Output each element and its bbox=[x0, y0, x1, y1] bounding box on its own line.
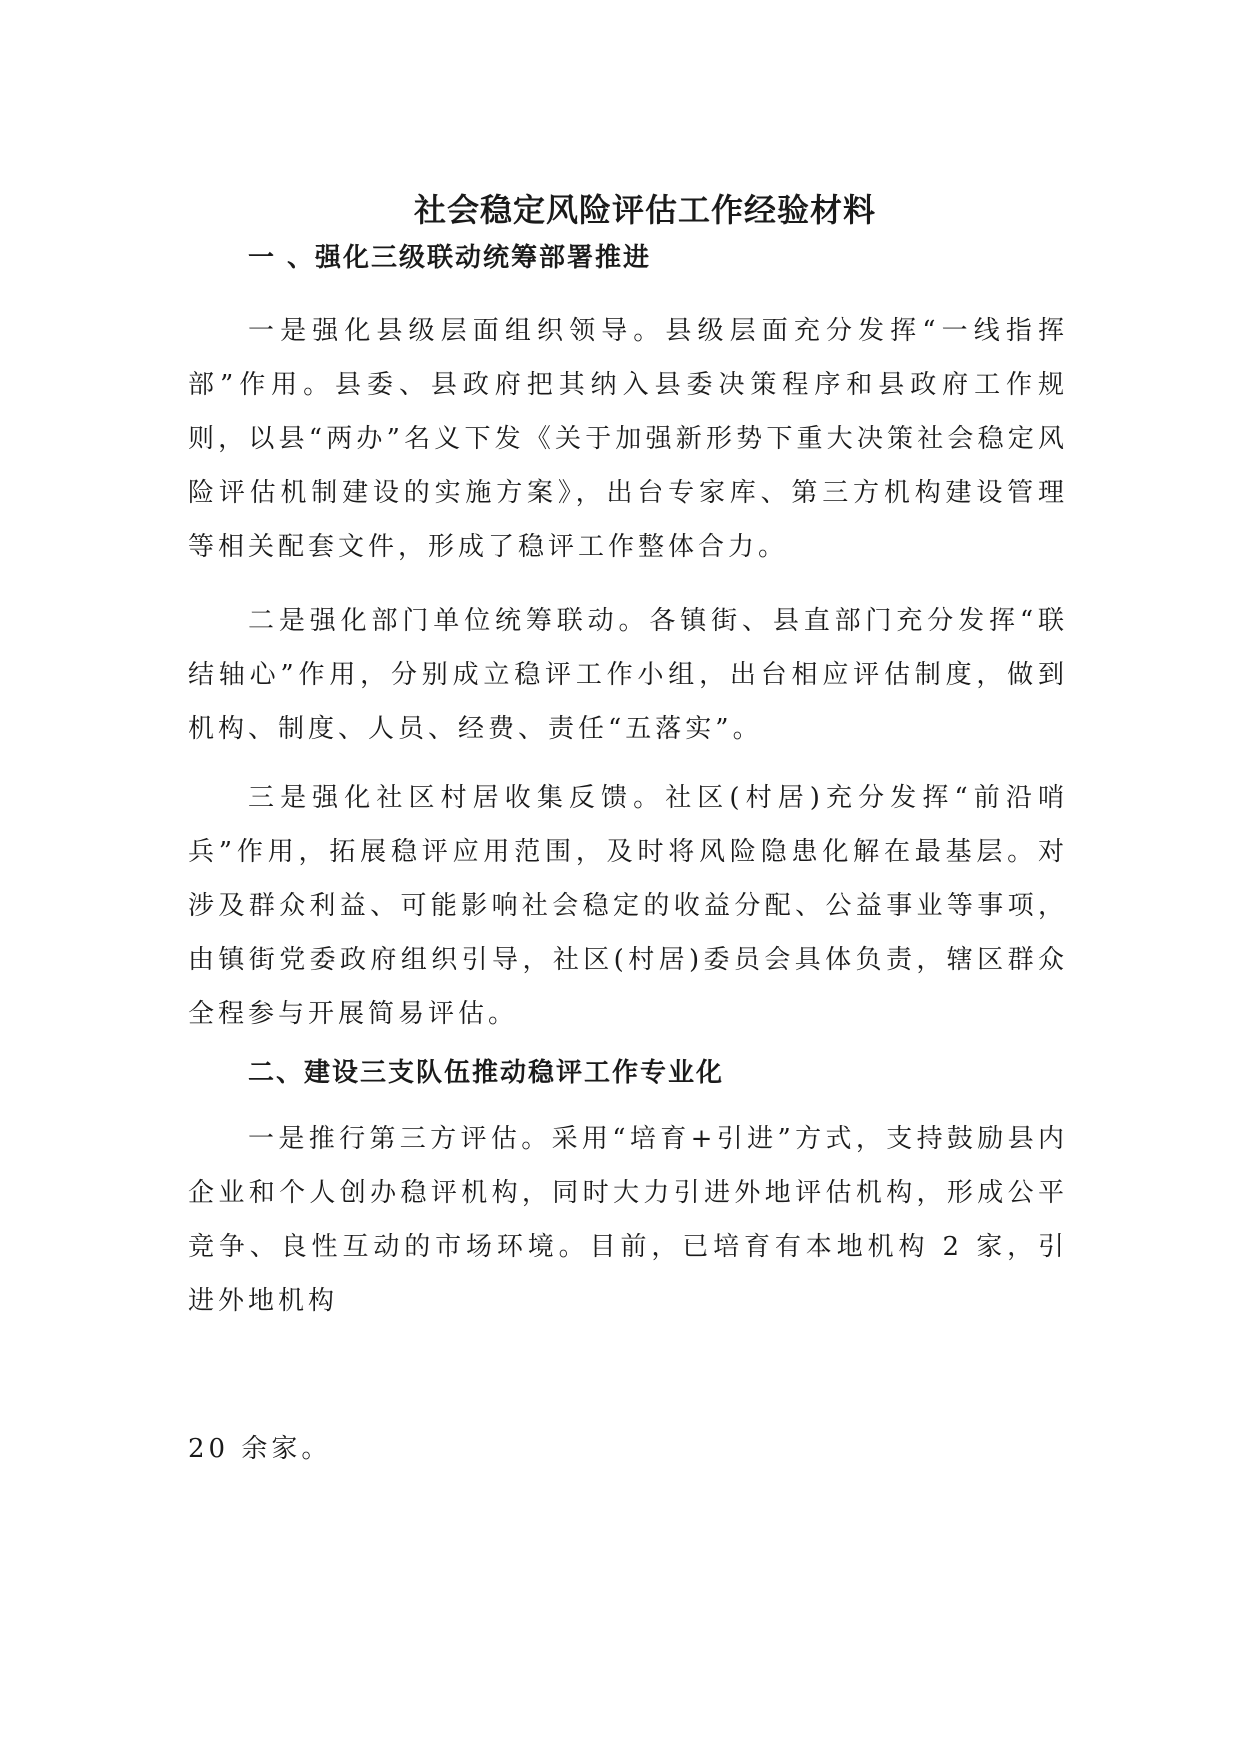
paragraph-1: 一是强化县级层面组织领导。县级层面充分发挥“一线指挥部”作用。县委、县政府把其纳入县委决策程序和县政府工作规则，以县“两办”名义下发《关于加强新形势下重大决策社会稳定风险评估机制建设的实施方案》，出台专家库、第三方机构建设管理等相关配套文件，形成了稳评工作整体合力。 bbox=[188, 316, 1068, 562]
paragraph-continuation: 20 余家。 bbox=[188, 1434, 332, 1464]
document-title: 社会稳定风险评估工作经验材料 bbox=[413, 191, 876, 229]
paragraph-2: 二是强化部门单位统筹联动。各镇街、县直部门充分发挥“联结轴心”作用，分别成立稳评工作小组，出台相应评估制度，做到机构、制度、人员、经费、责任“五落实”。 bbox=[188, 606, 1068, 744]
section-heading-1: 一 、强化三级联动统筹部署推进 bbox=[248, 243, 652, 273]
paragraph-4: 一是推行第三方评估。采用“培育+引进”方式，支持鼓励县内企业和个人创办稳评机构，同时大力引进外地评估机构，形成公平竞争、良性互动的市场环境。目前，已培育有本地机构 2 家，引进外地机构 bbox=[188, 1124, 1068, 1316]
section-heading-2: 二、建设三支队伍推动稳评工作专业化 bbox=[248, 1058, 725, 1088]
paragraph-3: 三是强化社区村居收集反馈。社区(村居)充分发挥“前沿哨兵”作用，拓展稳评应用范围，及时将风险隐患化解在最基层。对涉及群众利益、可能影响社会稳定的收益分配、公益事业等事项，由镇街党委政府组织引导，社区(村居)委员会具体负责，辖区群众全程参与开展简易评估。 bbox=[188, 783, 1068, 1029]
